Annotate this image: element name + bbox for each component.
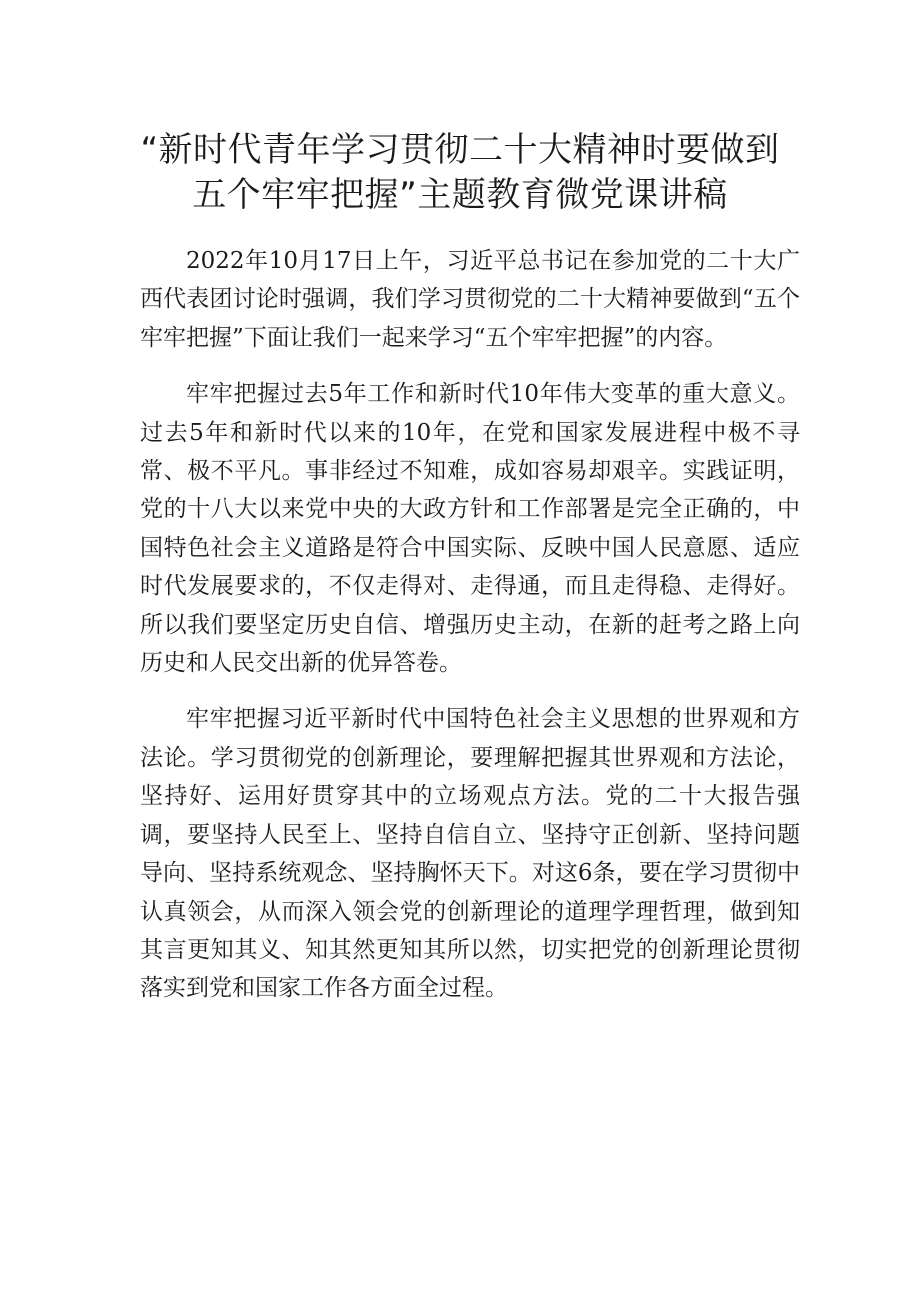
paragraph-second-grasp: 牢牢把握习近平新时代中国特色社会主义思想的世界观和方法论。学习贯彻党的创新理论，要理解把握其世界观和方法论，坚持好、运用好贯穿其中的立场观点方法。党的二十大报告强调，要坚持人民至上、坚持自信自立、坚持守正创新、坚持问题导向、坚持系统观念、坚持胸怀天下。对这6条，要在学习贯彻中认真领会，从而深入领会党的创新理论的道理学理哲理，做到知其言更知其义、知其然更知其所以然，切实把党的创新理论贯彻落实到党和国家工作各方面全过程。 [140,706,800,1002]
document-body [140,242,800,1026]
document-title: “新时代青年学习贯彻二十大精神时要做到五个牢牢把握”主题教育微党课讲稿 [140,130,780,215]
paragraph-intro: 2022年10月17日上午，习近平总书记在参加党的二十大广西代表团讨论时强调，我们学习贯彻党的二十大精神要做到“五个牢牢把握”下面让我们一起来学习“五个牢牢把握”的内容。 [140,248,800,351]
paragraph-first-grasp: 牢牢把握过去5年工作和新时代10年伟大变革的重大意义。过去5年和新时代以来的10年，在党和国家发展进程中极不寻常、极不平凡。事非经过不知难，成如容易却艰辛。实践证明，党的十八大以来党中央的大政方针和工作部署是完全正确的，中国特色社会主义道路是符合中国实际、反映中国人民意愿、适应时代发展要求的，不仅走得对、走得通，而且走得稳、走得好。所以我们要坚定历史自信、增强历史主动，在新的赶考之路上向历史和人民交出新的优异答卷。 [140,381,800,677]
